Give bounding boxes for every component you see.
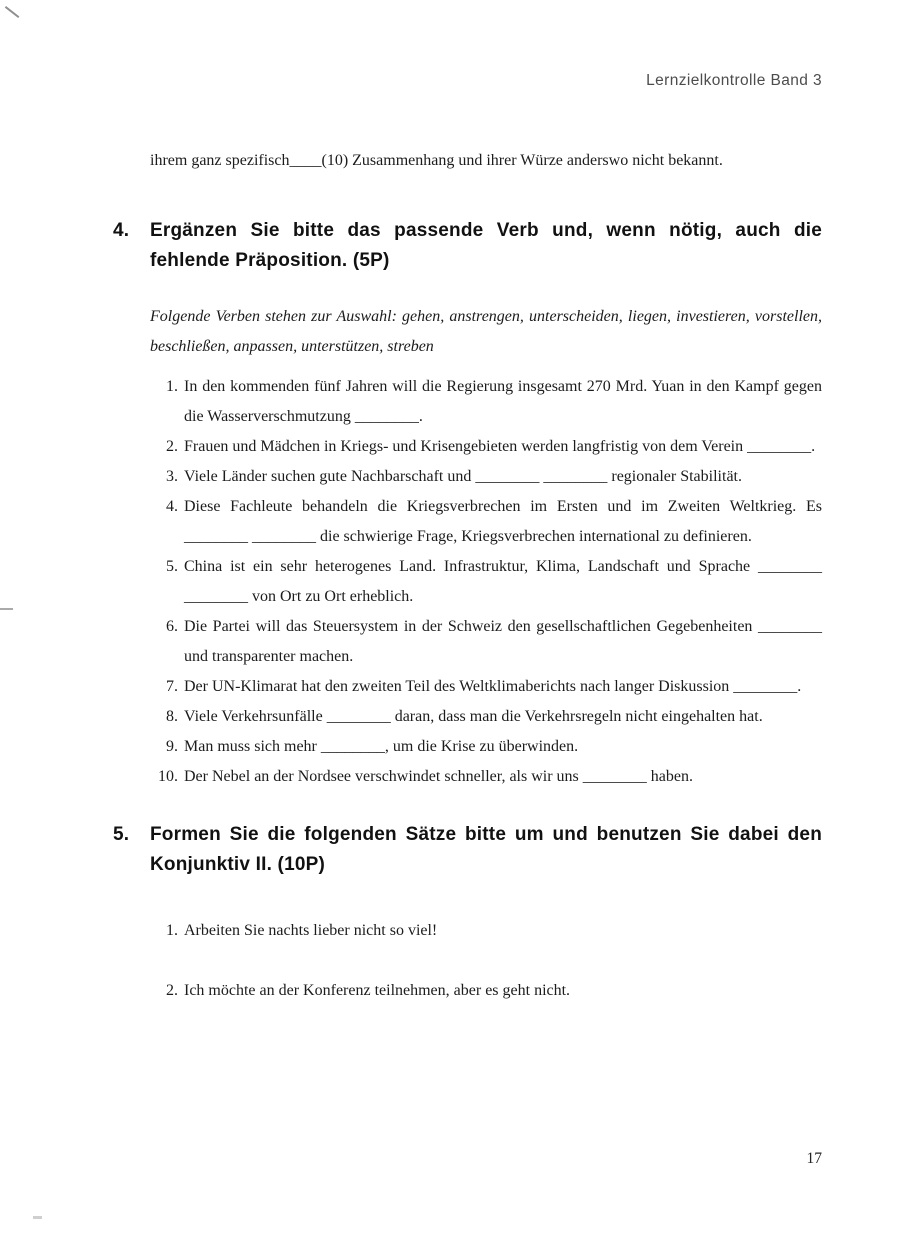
list-item xyxy=(148,672,822,702)
section5-number: 5. xyxy=(113,824,130,845)
list-item xyxy=(148,492,822,552)
item-number: 6. xyxy=(166,618,178,635)
item-text: Der Nebel an der Nordsee verschwindet schneller, als wir uns ________ haben. xyxy=(184,768,693,785)
section4-heading xyxy=(113,216,822,276)
item-text: Frauen und Mädchen in Kriegs- und Krisengebieten werden langfristig von dem Verein ________. xyxy=(184,438,816,455)
item-text: Die Partei will das Steuersystem in der Schweiz den gesellschaftlichen Gegebenheiten ________ und transparenter machen. xyxy=(184,618,822,665)
section5-item-list xyxy=(148,916,822,1006)
item-number: 4. xyxy=(166,498,178,515)
item-number: 3. xyxy=(166,468,178,485)
list-item xyxy=(148,702,822,732)
item-number: 10. xyxy=(158,768,178,785)
crop-mark-left xyxy=(0,608,13,610)
item-text: Man muss sich mehr ________, um die Krise zu überwinden. xyxy=(184,738,579,755)
item-number: 2. xyxy=(166,438,178,455)
item-text: Der UN-Klimarat hat den zweiten Teil des Weltklimaberichts nach langer Diskussion ________. xyxy=(184,678,802,695)
item-text: Ich möchte an der Konferenz teilnehmen, aber es geht nicht. xyxy=(184,982,571,999)
intro-line: ihrem ganz spezifisch____(10) Zusammenhang und ihrer Würze anderswo nicht bekannt. xyxy=(150,152,723,169)
section4-instruction: Folgende Verben stehen zur Auswahl: gehen, anstrengen, unterscheiden, liegen, investieren, vorstellen, beschließen, anpassen, unterstützen, streben xyxy=(150,308,822,355)
item-number: 1. xyxy=(166,922,178,939)
list-item xyxy=(148,552,822,612)
item-number: 8. xyxy=(166,708,178,725)
section4-number: 4. xyxy=(113,220,130,241)
item-number: 9. xyxy=(166,738,178,755)
list-item xyxy=(148,372,822,432)
list-item xyxy=(148,612,822,672)
section4-title: Ergänzen Sie bitte das passende Verb und, wenn nötig, auch die fehlende Präposition. (5P) xyxy=(150,220,822,271)
list-item xyxy=(148,976,822,1006)
item-number: 7. xyxy=(166,678,178,695)
list-item xyxy=(148,732,822,762)
page-number: 17 xyxy=(806,1150,822,1167)
item-number: 5. xyxy=(166,558,178,575)
list-item xyxy=(148,462,822,492)
item-text: Diese Fachleute behandeln die Kriegsverbrechen im Ersten und im Zweiten Weltkrieg. Es ________ ________ die schwierige Frage, Kriegsverbrechen international zu definieren. xyxy=(184,498,822,545)
list-item xyxy=(148,432,822,462)
item-text: Viele Verkehrsunfälle ________ daran, dass man die Verkehrsregeln nicht eingehalten hat. xyxy=(184,708,763,725)
item-text: China ist ein sehr heterogenes Land. Infrastruktur, Klima, Landschaft und Sprache ________ ________ von Ort zu Ort erheblich. xyxy=(184,558,822,605)
list-item xyxy=(148,916,822,946)
item-number: 2. xyxy=(166,982,178,999)
section5-heading xyxy=(113,820,822,880)
crop-mark-top-left xyxy=(5,6,19,18)
crop-mark-bottom xyxy=(33,1216,42,1219)
running-header: Lernzielkontrolle Band 3 xyxy=(646,72,822,89)
item-text: In den kommenden fünf Jahren will die Regierung insgesamt 270 Mrd. Yuan in den Kampf gegen die Wasserverschmutzung ________. xyxy=(184,378,822,425)
list-item xyxy=(148,762,822,792)
item-text: Viele Länder suchen gute Nachbarschaft und ________ ________ regionaler Stabilität. xyxy=(184,468,742,485)
section4-item-list xyxy=(148,372,822,792)
item-number: 1. xyxy=(166,378,178,395)
item-text: Arbeiten Sie nachts lieber nicht so viel! xyxy=(184,922,438,939)
section5-title: Formen Sie die folgenden Sätze bitte um und benutzen Sie dabei den Konjunktiv II. (10P) xyxy=(150,824,822,875)
